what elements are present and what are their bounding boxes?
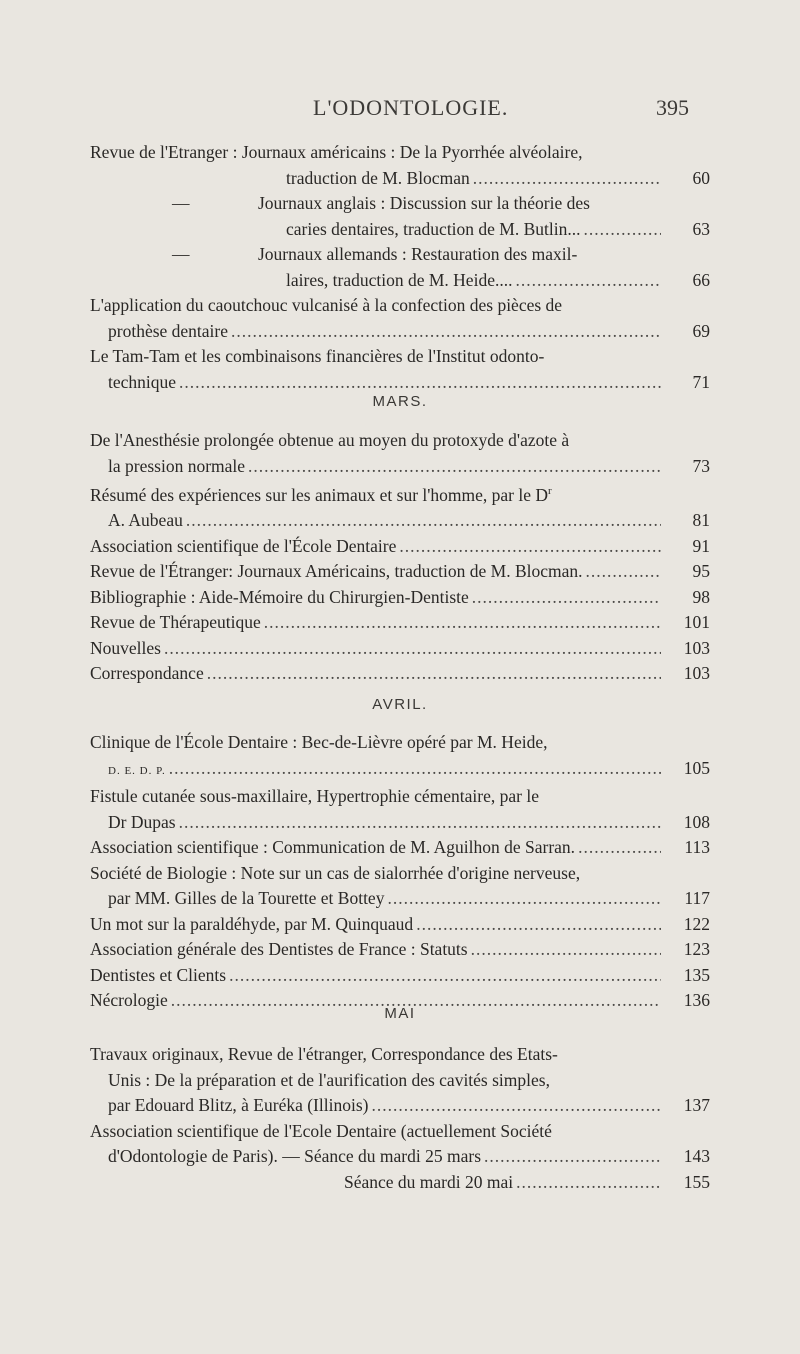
toc-entry bbox=[90, 636, 710, 662]
entry-text: Fistule cutanée sous-maxillaire, Hypertrophie cémentaire, par le bbox=[90, 786, 539, 806]
entry-page: 95 bbox=[692, 561, 710, 582]
entry-page: 137 bbox=[683, 1095, 710, 1115]
entry-page: 98 bbox=[692, 586, 710, 607]
entry-last-line bbox=[90, 454, 710, 480]
entry-text: Association scientifique : Communication de M. Aguilhon de Sarran. bbox=[90, 837, 576, 857]
entry-page: 66 bbox=[692, 269, 710, 290]
entry-text: par MM. Gilles de la Tourette et Bottey bbox=[108, 888, 385, 908]
entry-last-line bbox=[90, 963, 710, 989]
toc-entry bbox=[90, 191, 710, 242]
entry-page: 108 bbox=[683, 811, 710, 832]
entry-text: Le Tam-Tam et les combinaisons financières de l'Institut odonto- bbox=[90, 346, 545, 366]
entry-page: 103 bbox=[683, 663, 710, 684]
entry-text: traduction de M. Blocman bbox=[286, 167, 470, 188]
journal-title: L'ODONTOLOGIE. bbox=[313, 95, 509, 120]
page-number: 395 bbox=[656, 95, 689, 120]
entry-text: Revue de l'Étranger: Journaux Américains, traduction de M. Blocman. bbox=[90, 561, 583, 582]
entry-text: Séance du mardi 20 mai bbox=[344, 1171, 514, 1192]
entry-page: 81 bbox=[692, 510, 710, 531]
entry-text-line bbox=[90, 479, 710, 508]
entry-text: Correspondance bbox=[90, 663, 204, 684]
entry-text: d'Odontologie de Paris). — Séance du mardi 25 mars bbox=[108, 1146, 482, 1166]
entry-last-line bbox=[90, 534, 710, 560]
toc-entry bbox=[90, 610, 710, 636]
entry-last-line bbox=[90, 166, 710, 192]
entry-page: 122 bbox=[683, 913, 710, 934]
toc-entry bbox=[90, 428, 710, 479]
entry-text: prothèse dentaire bbox=[108, 320, 229, 341]
entry-text: Travaux originaux, Revue de l'étranger, Correspondance des Etats- bbox=[90, 1044, 558, 1064]
entry-page: 135 bbox=[683, 964, 710, 985]
toc-entry bbox=[90, 479, 710, 534]
entry-last-line bbox=[90, 1170, 710, 1196]
entry-last-line bbox=[90, 559, 710, 585]
toc-entry bbox=[90, 835, 710, 861]
entry-text: caries dentaires, traduction de M. Butlin... bbox=[286, 218, 581, 239]
superscript: r bbox=[548, 485, 552, 497]
entry-page: 123 bbox=[683, 939, 710, 959]
entry-text: Association générale des Dentistes de France : Statuts bbox=[90, 939, 468, 959]
entry-text: A. Aubeau bbox=[108, 510, 183, 531]
toc-entry bbox=[90, 661, 710, 687]
entry-text: Un mot sur la paraldéhyde, par M. Quinquaud bbox=[90, 913, 414, 934]
section-heading-mai: MAI bbox=[384, 1005, 416, 1022]
toc-entry bbox=[90, 912, 710, 938]
entry-text: Association scientifique de l'Ecole Dentaire (actuellement Société bbox=[90, 1120, 552, 1141]
entry-page: 155 bbox=[683, 1171, 710, 1192]
entry-last-line bbox=[90, 268, 710, 294]
entry-text: Revue de Thérapeutique bbox=[90, 612, 261, 633]
entry-text: Résumé des expériences sur les animaux et sur l'homme, par le D bbox=[90, 484, 549, 505]
toc-block-3 bbox=[90, 730, 710, 1014]
entry-last-line bbox=[90, 661, 710, 687]
ditto-dash: — bbox=[172, 193, 190, 213]
entry-last-line bbox=[90, 1144, 710, 1170]
entry-page: 69 bbox=[692, 320, 710, 341]
entry-page: 73 bbox=[692, 455, 710, 476]
toc-entry bbox=[90, 1042, 710, 1119]
entry-page: 105 bbox=[683, 757, 710, 778]
entry-page: 60 bbox=[692, 167, 710, 188]
toc-entry bbox=[90, 534, 710, 560]
entry-page: 113 bbox=[684, 837, 710, 857]
entry-page: 136 bbox=[683, 990, 710, 1010]
toc-entry bbox=[90, 1119, 710, 1170]
entry-text: Journaux allemands : Restauration des maxil- bbox=[258, 244, 578, 264]
entry-text: Bibliographie : Aide-Mémoire du Chirurgien-Dentiste bbox=[90, 586, 469, 607]
entry-page: 117 bbox=[684, 888, 710, 908]
entry-last-line bbox=[90, 912, 710, 938]
entry-last-line bbox=[90, 756, 710, 785]
toc-entry bbox=[90, 1170, 710, 1196]
section-heading-mars: MARS. bbox=[372, 393, 428, 410]
entry-page: 101 bbox=[683, 612, 710, 633]
entry-text: Dr Dupas bbox=[108, 811, 176, 832]
entry-text: Revue de l'Etranger : Journaux américains : De la Pyorrhée alvéolaire, bbox=[90, 142, 583, 162]
entry-text: Association scientifique de l'École Dentaire bbox=[90, 535, 397, 556]
entry-last-line bbox=[90, 610, 710, 636]
entry-text: Journaux anglais : Discussion sur la théorie des bbox=[258, 193, 590, 213]
entry-text: De l'Anesthésie prolongée obtenue au moyen du protoxyde d'azote à bbox=[90, 430, 570, 450]
entry-page: 91 bbox=[692, 535, 710, 556]
entry-text: Unis : De la préparation et de l'aurification des cavités simples, bbox=[108, 1069, 550, 1090]
entry-page: 143 bbox=[683, 1146, 710, 1166]
entry-last-line bbox=[90, 370, 710, 396]
entry-text: Dentistes et Clients bbox=[90, 964, 227, 985]
entry-last-line bbox=[90, 886, 710, 912]
entry-text: laires, traduction de M. Heide.... bbox=[286, 269, 513, 290]
toc-block-1 bbox=[90, 140, 710, 395]
entry-last-line bbox=[90, 508, 710, 534]
entry-text: technique bbox=[108, 371, 177, 392]
toc-block-2 bbox=[90, 428, 710, 687]
toc-entry bbox=[90, 585, 710, 611]
entry-text: par Edouard Blitz, à Euréka (Illinois) bbox=[108, 1095, 369, 1115]
section-heading-avril: AVRIL. bbox=[372, 696, 428, 713]
toc-entry bbox=[90, 937, 710, 963]
entry-text-line bbox=[90, 242, 710, 268]
entry-last-line bbox=[90, 810, 710, 836]
entry-last-line bbox=[90, 835, 710, 861]
entry-last-line bbox=[90, 1093, 710, 1119]
entry-page: 63 bbox=[692, 218, 710, 239]
toc-entry bbox=[90, 559, 710, 585]
running-header bbox=[0, 95, 800, 125]
toc-entry bbox=[90, 963, 710, 989]
toc-entry bbox=[90, 293, 710, 344]
toc-entry bbox=[90, 861, 710, 912]
ditto-dash: — bbox=[172, 244, 190, 264]
entry-page: 71 bbox=[692, 371, 710, 392]
entry-text: Nécrologie bbox=[90, 990, 168, 1010]
entry-text: Société de Biologie : Note sur un cas de sialorrhée d'origine nerveuse, bbox=[90, 862, 581, 883]
entry-page: 103 bbox=[683, 637, 710, 658]
entry-last-line bbox=[90, 319, 710, 345]
entry-last-line bbox=[90, 585, 710, 611]
entry-last-line bbox=[90, 937, 710, 963]
entry-text: Clinique de l'École Dentaire : Bec-de-Lièvre opéré par M. Heide, bbox=[90, 732, 548, 752]
entry-text: L'application du caoutchouc vulcanisé à la confection des pièces de bbox=[90, 295, 563, 315]
toc-entry bbox=[90, 140, 710, 191]
entry-text: Nouvelles bbox=[90, 637, 161, 658]
toc-entry bbox=[90, 344, 710, 395]
toc-entry bbox=[90, 730, 710, 784]
toc-entry bbox=[90, 242, 710, 293]
entry-last-line bbox=[90, 636, 710, 662]
entry-last-line bbox=[90, 217, 710, 243]
entry-text-line bbox=[90, 191, 710, 217]
entry-text: D. E. D. P. bbox=[108, 764, 166, 777]
entry-text: la pression normale bbox=[108, 455, 246, 476]
toc-entry bbox=[90, 784, 710, 835]
toc-block-4 bbox=[90, 1042, 710, 1195]
